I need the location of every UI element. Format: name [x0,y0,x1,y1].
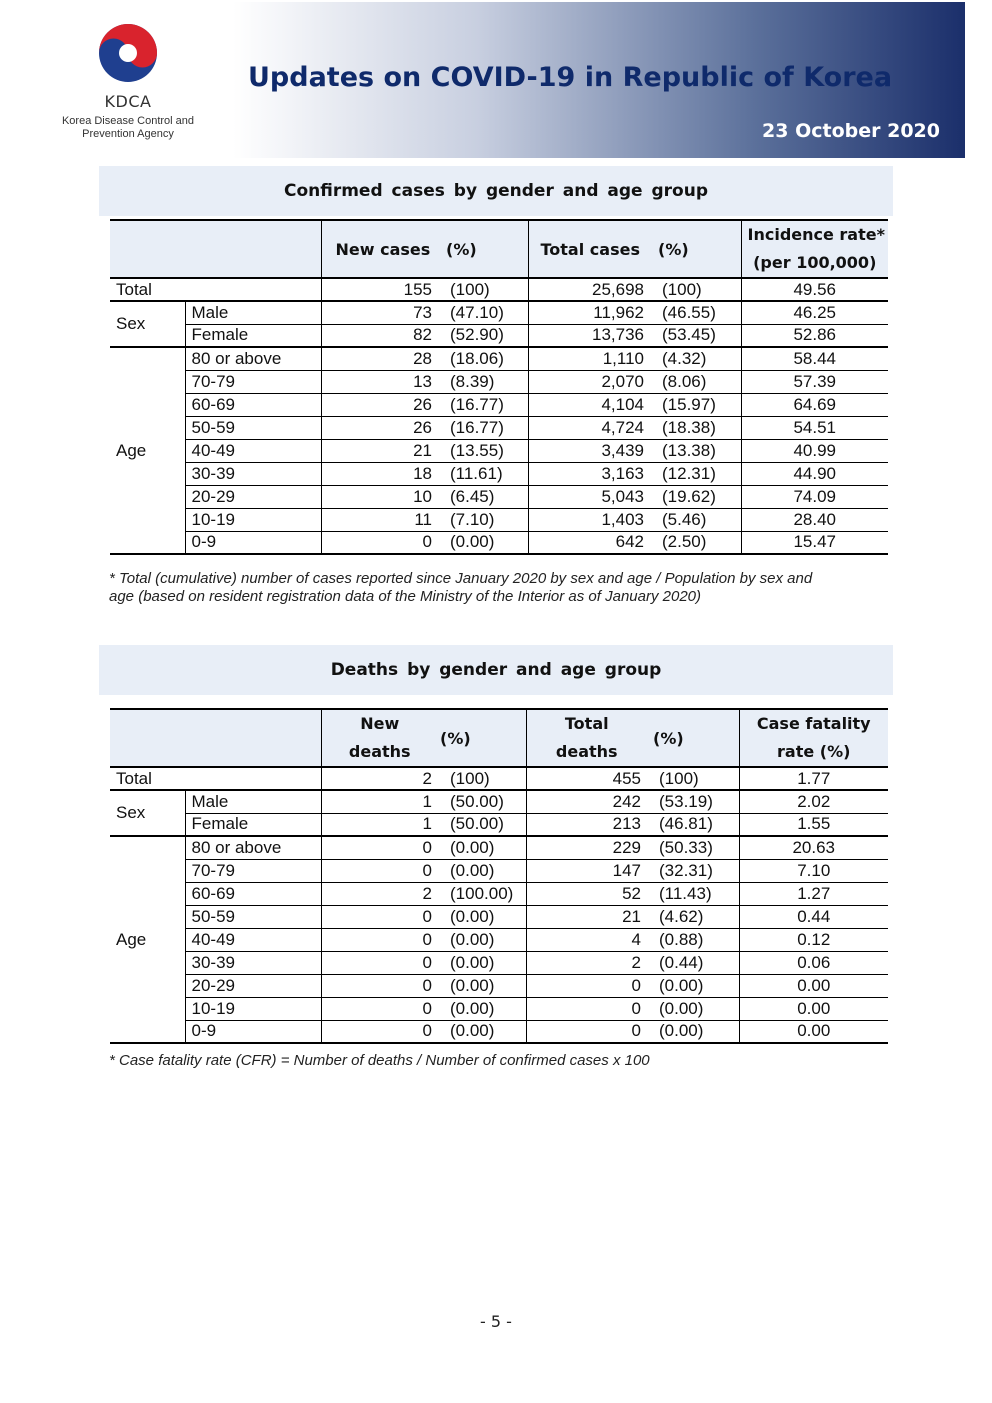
row-label: Male [185,301,321,324]
cell-total-pct: (46.81) [647,813,739,836]
cell-new: 2 [321,767,438,790]
cell-rate: 57.39 [741,370,888,393]
cell-new: 73 [321,301,438,324]
table-row-total [110,278,888,301]
cell-total: 147 [526,859,647,882]
cell-new: 0 [321,836,438,859]
col-cfr [739,709,888,767]
row-label: Male [185,790,321,813]
agency-name-line2: Prevention Agency [82,128,174,140]
cell-rate: 40.99 [741,439,888,462]
row-label: 20-29 [185,974,321,997]
cell-total-pct: (18.38) [650,416,741,439]
cell-new: 26 [321,416,438,439]
cell-total: 25,698 [528,278,650,301]
cell-total-pct: (0.88) [647,928,739,951]
cell-new: 18 [321,462,438,485]
cell-new-pct: (0.00) [438,859,526,882]
confirmed-footnote-line1: * Total (cumulative) number of cases reported since January 2020 by sex and age / Population by sex and [109,570,813,587]
cell-total-pct: (15.97) [650,393,741,416]
cell-new-pct: (0.00) [438,836,526,859]
row-label: 10-19 [185,997,321,1020]
table-row-age [110,462,888,485]
col-total-cases: Total cases [528,220,650,278]
cell-new-pct: (100) [438,278,528,301]
col-new-pct: (%) [438,220,528,278]
page-number: - 5 - [480,1312,512,1331]
cell-new: 0 [321,1020,438,1043]
deaths-footnote: * Case fatality rate (CFR) = Number of deaths / Number of confirmed cases x 100 [109,1052,650,1069]
cell-new-pct: (0.00) [438,928,526,951]
cell-total: 242 [526,790,647,813]
cell-new-pct: (18.06) [438,347,528,370]
cell-rate: 0.44 [739,905,888,928]
col-total-deaths [526,709,647,767]
row-label-total: Total [110,278,321,301]
table-row-sex-male [110,790,888,813]
report-date: 23 October 2020 [762,120,940,142]
cell-total: 4 [526,928,647,951]
row-label: 70-79 [185,370,321,393]
cell-new: 0 [321,905,438,928]
cell-new: 21 [321,439,438,462]
cell-total-pct: (100) [650,278,741,301]
cell-rate: 28.40 [741,508,888,531]
cell-total-pct: (0.00) [647,1020,739,1043]
table-row-age [110,393,888,416]
row-label: 50-59 [185,905,321,928]
table-row-age [110,370,888,393]
cell-new: 0 [321,951,438,974]
col-cfr-l2: rate (%) [777,742,851,761]
col-new-deaths [321,709,438,767]
cell-total: 2,070 [528,370,650,393]
cell-new: 0 [321,531,438,554]
cell-total-pct: (46.55) [650,301,741,324]
cell-rate: 46.25 [741,301,888,324]
table-row-sex-female [110,813,888,836]
cell-new-pct: (0.00) [438,951,526,974]
cell-new-pct: (50.00) [438,790,526,813]
row-label: 60-69 [185,882,321,905]
cell-total: 213 [526,813,647,836]
cell-total-pct: (19.62) [650,485,741,508]
table-row-age [110,974,888,997]
cell-rate: 58.44 [741,347,888,370]
table-row-age [110,347,888,370]
cell-rate: 64.69 [741,393,888,416]
cell-rate: 20.63 [739,836,888,859]
col-new-pct: (%) [438,709,526,767]
cell-new-pct: (6.45) [438,485,528,508]
cell-new: 26 [321,393,438,416]
cell-rate: 0.00 [739,997,888,1020]
cell-rate: 2.02 [739,790,888,813]
row-label: 40-49 [185,928,321,951]
cell-total-pct: (50.33) [647,836,739,859]
cell-rate: 44.90 [741,462,888,485]
table-row-age [110,928,888,951]
cell-total: 0 [526,974,647,997]
table-row-age [110,905,888,928]
cell-new: 0 [321,928,438,951]
row-label: 0-9 [185,531,321,554]
cell-new: 10 [321,485,438,508]
cell-rate: 54.51 [741,416,888,439]
table-row-age [110,439,888,462]
cell-rate: 15.47 [741,531,888,554]
deaths-header-row [110,709,888,767]
group-label-sex: Sex [110,790,185,836]
col-total-deaths-l1: Total [564,714,609,733]
cell-total: 52 [526,882,647,905]
table-row-age [110,508,888,531]
cell-total-pct: (4.32) [650,347,741,370]
cell-new: 11 [321,508,438,531]
row-label: 50-59 [185,416,321,439]
cell-rate: 1.27 [739,882,888,905]
row-label: 30-39 [185,951,321,974]
cell-new: 1 [321,813,438,836]
confirmed-footnote-line2: age (based on resident registration data of the Ministry of the Interior as of January 2020) [109,588,702,605]
kdca-emblem-icon [96,22,160,84]
cell-total: 5,043 [528,485,650,508]
cell-total-pct: (8.06) [650,370,741,393]
cell-new: 2 [321,882,438,905]
incidence-rate-label: Incidence rate* [747,225,885,244]
cell-new-pct: (0.00) [438,974,526,997]
cell-new-pct: (16.77) [438,416,528,439]
cell-new: 13 [321,370,438,393]
col-new-deaths-l2: deaths [348,742,411,761]
cell-total: 455 [526,767,647,790]
col-total-pct: (%) [650,220,741,278]
table-row-age [110,882,888,905]
table-row-age [110,836,888,859]
cell-rate: 7.10 [739,859,888,882]
cell-total-pct: (100) [647,767,739,790]
col-total-pct: (%) [647,709,739,767]
cell-new-pct: (0.00) [438,531,528,554]
confirmed-table [110,219,888,555]
cell-new-pct: (0.00) [438,1020,526,1043]
table-row-age [110,485,888,508]
cell-new-pct: (0.00) [438,905,526,928]
cell-rate: 74.09 [741,485,888,508]
table-row-age [110,531,888,554]
group-label-age: Age [110,836,185,1043]
confirmed-section-title: Confirmed cases by gender and age group [99,166,893,216]
cell-new-pct: (100.00) [438,882,526,905]
cell-total-pct: (5.46) [650,508,741,531]
table-row-age [110,1020,888,1043]
col-new-cases: New cases [321,220,438,278]
cell-new: 28 [321,347,438,370]
col-cfr-l1: Case fatality [756,714,871,733]
row-label: Female [185,813,321,836]
table-row-sex-female [110,324,888,347]
cell-new-pct: (11.61) [438,462,528,485]
table-row-total [110,767,888,790]
kdca-logo [58,22,198,141]
cell-total-pct: (4.62) [647,905,739,928]
cell-total: 4,724 [528,416,650,439]
row-label: 60-69 [185,393,321,416]
cell-total: 21 [526,905,647,928]
cell-total-pct: (12.31) [650,462,741,485]
row-label-total: Total [110,767,321,790]
cell-total-pct: (2.50) [650,531,741,554]
cell-new: 1 [321,790,438,813]
cell-total-pct: (11.43) [647,882,739,905]
cell-rate: 0.06 [739,951,888,974]
cell-total: 0 [526,1020,647,1043]
row-label: 10-19 [185,508,321,531]
cell-new-pct: (16.77) [438,393,528,416]
cell-total: 3,439 [528,439,650,462]
table-row-sex-male [110,301,888,324]
cell-new: 0 [321,859,438,882]
cell-total-pct: (32.31) [647,859,739,882]
cell-new: 0 [321,997,438,1020]
cell-total-pct: (13.38) [650,439,741,462]
deaths-table [110,708,888,1044]
row-label: 0-9 [185,1020,321,1043]
cell-new-pct: (0.00) [438,997,526,1020]
cell-rate: 0.00 [739,974,888,997]
cell-rate: 0.00 [739,1020,888,1043]
row-label: 80 or above [185,836,321,859]
confirmed-footnote [109,570,812,606]
group-label-age: Age [110,347,185,554]
cell-new-pct: (50.00) [438,813,526,836]
cell-total: 2 [526,951,647,974]
confirmed-header-row [110,220,888,278]
cell-total-pct: (0.00) [647,974,739,997]
row-label: 20-29 [185,485,321,508]
group-label-sex: Sex [110,301,185,347]
table-row-age [110,859,888,882]
col-new-deaths-l1: New [360,714,400,733]
cell-new: 82 [321,324,438,347]
row-label: 70-79 [185,859,321,882]
cell-total: 4,104 [528,393,650,416]
cell-rate: 1.55 [739,813,888,836]
cell-new-pct: (13.55) [438,439,528,462]
cell-new-pct: (47.10) [438,301,528,324]
agency-name-line1: Korea Disease Control and [61,115,195,127]
incidence-rate-unit: (per 100,000) [753,253,877,272]
row-label: Female [185,324,321,347]
row-label: 30-39 [185,462,321,485]
row-label: 40-49 [185,439,321,462]
cell-new-pct: (7.10) [438,508,528,531]
col-incidence-rate [741,220,888,278]
cell-rate: 0.12 [739,928,888,951]
col-total-deaths-l2: deaths [555,742,618,761]
cell-new-pct: (8.39) [438,370,528,393]
cell-total-pct: (0.00) [647,997,739,1020]
row-label: 80 or above [185,347,321,370]
deaths-section-title: Deaths by gender and age group [99,645,893,695]
table-row-age [110,416,888,439]
cell-total-pct: (0.44) [647,951,739,974]
cell-total-pct: (53.19) [647,790,739,813]
cell-total: 642 [528,531,650,554]
cell-rate: 52.86 [741,324,888,347]
cell-rate: 1.77 [739,767,888,790]
cell-total: 11,962 [528,301,650,324]
cell-new-pct: (52.90) [438,324,528,347]
cell-total: 13,736 [528,324,650,347]
cell-new: 0 [321,974,438,997]
cell-new-pct: (100) [438,767,526,790]
logo-text: KDCA [104,92,152,111]
page-title: Updates on COVID-19 in Republic of Korea [248,62,893,93]
cell-total-pct: (53.45) [650,324,741,347]
cell-total: 1,110 [528,347,650,370]
cell-new: 155 [321,278,438,301]
table-row-age [110,951,888,974]
table-row-age [110,997,888,1020]
cell-total: 1,403 [528,508,650,531]
cell-rate: 49.56 [741,278,888,301]
cell-total: 0 [526,997,647,1020]
cell-total: 3,163 [528,462,650,485]
cell-total: 229 [526,836,647,859]
